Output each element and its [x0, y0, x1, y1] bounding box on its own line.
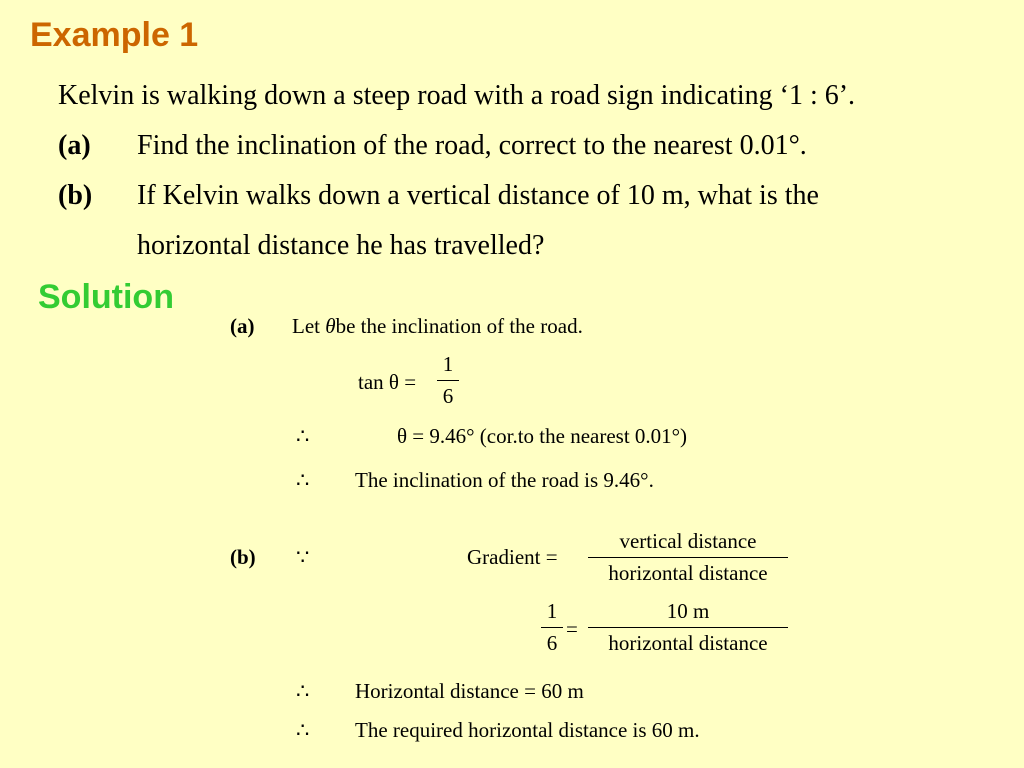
conclusion-a: The inclination of the road is 9.46°.	[355, 468, 654, 492]
gradient-num: vertical distance	[619, 529, 757, 553]
distance-den: horizontal distance	[608, 631, 768, 655]
distance-fraction	[588, 599, 788, 656]
fraction-bar	[588, 627, 788, 628]
ratio-num: 1	[546, 599, 558, 623]
therefore-symbol-3: ∴	[296, 679, 310, 703]
tan-fraction	[437, 352, 459, 409]
therefore-symbol-4: ∴	[296, 718, 310, 742]
because-symbol: ∵	[296, 545, 310, 569]
problem-intro: Kelvin is walking down a steep road with a road sign indicating ‘1 : 6’.	[58, 80, 856, 111]
conclusion-b: The required horizontal distance is 60 m.	[355, 718, 700, 742]
solution-heading: Solution	[38, 278, 174, 316]
ratio-den: 6	[546, 631, 558, 655]
gradient-label: Gradient =	[467, 545, 558, 569]
tan-frac-den: 6	[442, 384, 454, 408]
part-a-label: (a)	[58, 130, 91, 161]
solution-a-label: (a)	[230, 314, 255, 338]
let-word: Let	[292, 314, 320, 338]
therefore-symbol-2: ∴	[296, 468, 310, 492]
equals-sign: =	[566, 617, 578, 641]
gradient-den: horizontal distance	[608, 561, 768, 585]
tan-frac-num: 1	[442, 352, 454, 376]
let-rest: be the inclination of the road.	[335, 314, 583, 338]
tan-expression: tan θ =	[358, 370, 417, 394]
gradient-fraction	[588, 529, 788, 586]
part-a-question: Find the inclination of the road, correct to the nearest 0.01°.	[137, 130, 807, 161]
horizontal-result: Horizontal distance = 60 m	[355, 679, 584, 703]
fraction-bar	[437, 380, 459, 381]
fraction-bar	[588, 557, 788, 558]
part-b-question-line1: If Kelvin walks down a vertical distance of 10 m, what is the	[137, 180, 819, 211]
solution-a-let	[292, 314, 583, 339]
part-b-label: (b)	[58, 180, 93, 211]
theta-symbol: θ	[325, 314, 336, 338]
ratio-fraction	[541, 599, 563, 656]
fraction-bar	[541, 627, 563, 628]
page-title: Example 1	[30, 16, 199, 54]
distance-num: 10 m	[666, 599, 710, 623]
theta-result: θ = 9.46° (cor.to the nearest 0.01°)	[397, 424, 688, 448]
solution-b-label: (b)	[230, 545, 256, 569]
therefore-symbol-1: ∴	[296, 424, 310, 448]
part-b-question-line2: horizontal distance he has travelled?	[137, 230, 545, 261]
